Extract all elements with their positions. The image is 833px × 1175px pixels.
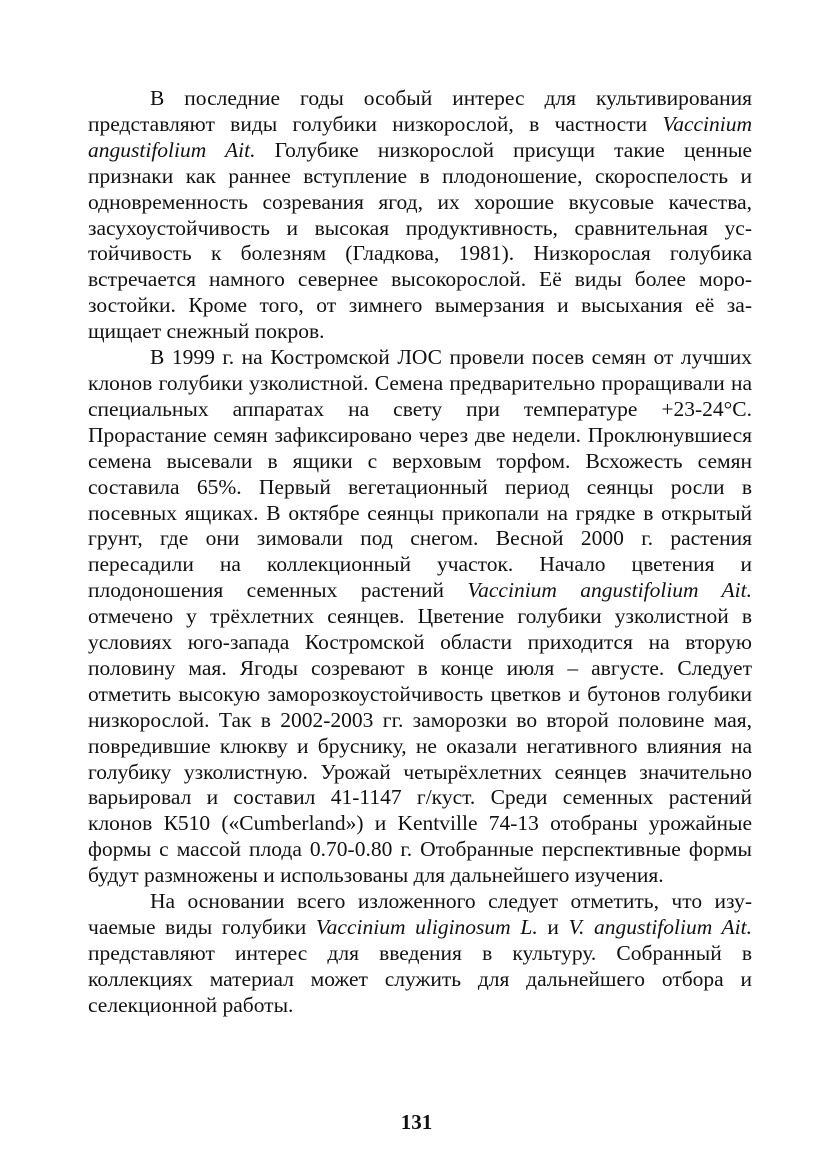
species-name-italic: Vaccinium angustifolium Ait. bbox=[467, 578, 752, 603]
body-text bbox=[88, 86, 752, 1019]
text-run: В последние годы особый интерес для культивирования представляют виды голубики низкорослой, в частности bbox=[88, 86, 752, 136]
paragraph-1 bbox=[88, 86, 752, 345]
species-name-italic: Vaccinium angustifolium Ait. bbox=[88, 111, 752, 162]
paragraph-2 bbox=[88, 345, 752, 889]
text-run: В 1999 г. на Костромской ЛОС провели посев семян от лучших клонов голубики узколистной. Семена предварительно проращивали на специальных аппаратах на свету при температуре +23-24°С. Прорастание семян зафиксировано через две недели. Проклюнувшиеся семена высевали в ящики с верховым торфом. Всхожесть семян составила 65%. Первый вегетационный период сеянцы росли в посевных ящиках. В октябре сеянцы прикопали на грядке в открытый грунт, где они зимовали под снегом. Весной 2000 г. растения пересадили на коллекционный участок. Начало цветения и плодоношения семенных растений bbox=[88, 345, 752, 603]
species-name-italic: V. angustifolium Ait. bbox=[568, 915, 752, 939]
text-run: и bbox=[537, 915, 569, 939]
text-run: Голубике низкорослой присущи такие ценные признаки как раннее вступление в плодоношение, скороспелость и одновременность созревания ягод, их хорошие вкусовые качества, засухоустойчивость и высокая продуктивность, сравнительная устойчивость к болезням (Гладкова, 1981). Низкорослая голубика встречается намного севернее высокорослой. Её виды более морозостойки. Кроме того, от зимнего вымерзания и высыхания её защищает снежный покров. bbox=[88, 137, 752, 344]
species-name-italic: Vaccinium uliginosum L. bbox=[315, 915, 538, 939]
text-run: отмечено у трёхлетних сеянцев. Цветение голубики узколистной в условиях юго-запада Костромской области приходится на вторую половину мая. Ягоды созревают в конце июля – августе. Следует отметить высокую заморозкоустойчивость цветков и бутонов голубики низкорослой. Так в 2002-2003 гг. заморозки во второй половине мая, повредившие клюкву и бруснику, не оказали негативного влияния на голубику узколистную. Урожай четырёхлетних сеянцев значительно варьировал и составил 41-1147 г/куст. Среди семенных растений клонов К510 («Cumberland») и Kentville 74-13 отобраны урожайные формы с массой плода 0.70-0.80 г. Отобранные перспективные формы будут размножены и использованы для дальнейшего изучения. bbox=[88, 604, 752, 888]
paragraph-3 bbox=[88, 889, 752, 1019]
page-number: 131 bbox=[400, 1110, 433, 1134]
text-run: представляют интерес для введения в культуру. Собранный в коллекциях материал может служить для дальнейшего отбора и селекционной работы. bbox=[88, 940, 752, 1017]
text-run: На основании всего изложенного следует отметить, что изучаемые виды голубики bbox=[88, 889, 752, 939]
